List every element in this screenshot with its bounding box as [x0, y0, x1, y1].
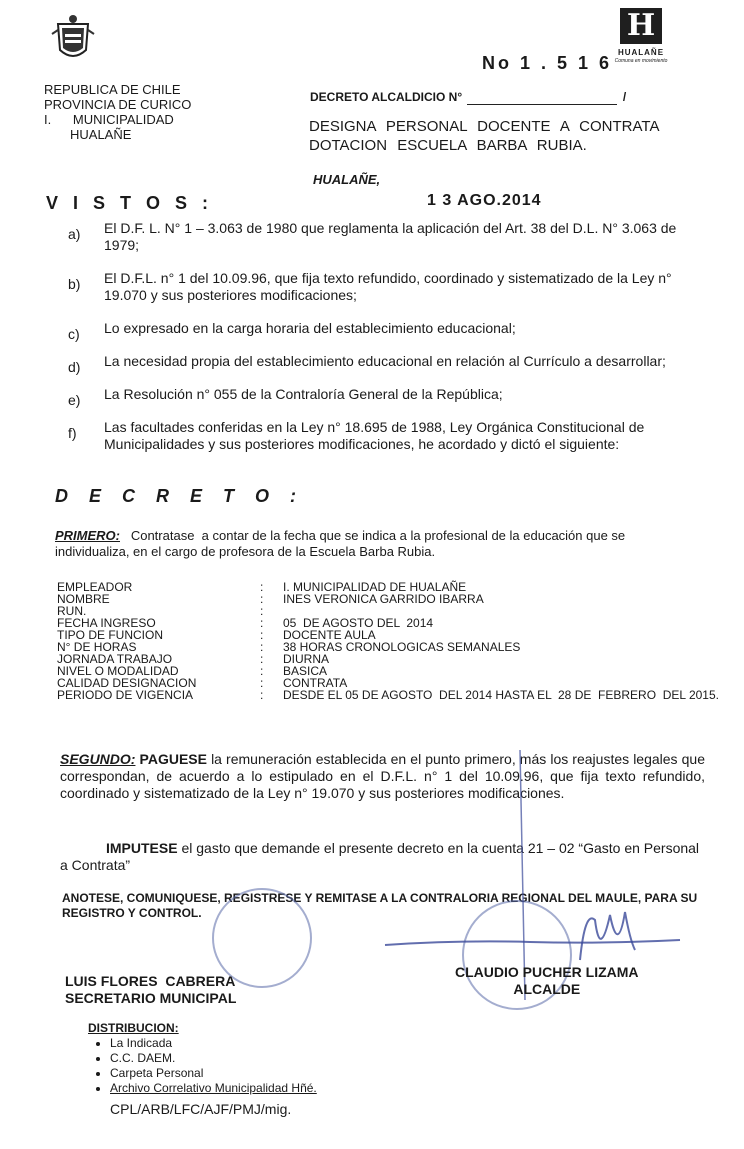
issuer-block [44, 82, 191, 142]
record-key: NIVEL O MODALIDAD [57, 664, 179, 678]
record-colon: : [260, 628, 264, 642]
date-stamp: 1 3 AGO.2014 [427, 192, 542, 209]
record-row [57, 604, 717, 616]
segundo-label: SEGUNDO: [60, 751, 136, 767]
decreto-heading: D E C R E T O : [55, 486, 305, 506]
mayor-title: ALCALDE [513, 981, 581, 997]
secretary-name: LUIS FLORES CABRERA [65, 973, 236, 989]
record-key: FECHA INGRESO [57, 616, 156, 630]
record-row [57, 580, 717, 592]
item-letter: c) [68, 326, 80, 342]
logo-letter: H [620, 8, 662, 44]
record-value: DIURNA [283, 652, 330, 666]
record-row [57, 616, 717, 628]
record-colon: : [260, 652, 264, 666]
decree-number: No 1 . 5 1 6 [482, 53, 613, 73]
record-row [57, 592, 717, 604]
item-text: El D.F.L. n° 1 del 10.09.96, que fija texto refundido, coordinado y sistematizado de la Ley n° 19.070 y sus posteriores modificaciones; [104, 270, 672, 303]
logo-name: HUALAÑE [617, 48, 665, 57]
vistos-item [64, 220, 704, 254]
item-letter: a) [68, 226, 81, 242]
logo-tagline: Comuna en movimiento [614, 58, 668, 64]
decree-subject: DESIGNA PERSONAL DOCENTE A CONTRATA DOTACION ESCUELA BARBA RUBIA. [309, 118, 659, 154]
record-row [57, 664, 717, 676]
record-value: CONTRATA [283, 676, 348, 690]
segundo-text: la remuneración establecida en el punto primero, más los reajustes legales que correspondan, de acuerdo a lo estipulado en el D.F.L. n° 1 del 10.09.96, que fija texto refundido, coordinado y sistematizado de la Ley n° 19.070 y sus posteriores modificaciones. [60, 751, 705, 801]
vistos-item [64, 270, 704, 304]
secretary-signature-block [65, 973, 236, 1007]
item-letter: f) [68, 425, 77, 441]
vistos-item [64, 320, 704, 342]
list-item: • Archivo Correlativo Municipalidad Hñé. [110, 1081, 317, 1096]
record-row [57, 628, 717, 640]
record-row [57, 688, 717, 700]
item-text: Lo expresado en la carga horaria del establecimiento educacional; [104, 320, 516, 336]
vistos-item [64, 419, 704, 453]
record-key: TIPO DE FUNCION [57, 628, 164, 642]
distribution-heading: DISTRIBUCION: [88, 1021, 179, 1035]
record-colon: : [260, 592, 264, 606]
record-colon: : [260, 640, 264, 654]
anotese-paragraph: ANOTESE, COMUNIQUESE, REGISTRESE Y REMITASE A LA CONTRALORIA REGIONAL DEL MAULE, PARA SU REGISTRO Y CONTROL. [62, 891, 698, 920]
item-text: Las facultades conferidas en la Ley n° 18.695 de 1988, Ley Orgánica Constitucional de Municipalidades y sus posteriores modificaciones, he acordado y dictó el siguiente: [104, 419, 645, 452]
imputese-text: el gasto que demande el presente decreto en la cuenta 21 – 02 “Gasto en Personal a Contrata” [60, 840, 700, 873]
distribution-block [88, 1021, 317, 1096]
record-colon: : [260, 664, 264, 678]
mayor-name: CLAUDIO PUCHER LIZAMA [455, 964, 639, 980]
segundo-bold: PAGUESE [139, 751, 207, 767]
imputese-bold: IMPUTESE [106, 840, 178, 856]
record-colon: : [260, 688, 264, 702]
record-key: CALIDAD DESIGNACION [57, 676, 197, 690]
decree-label: DECRETO ALCALDICIO N° [310, 90, 463, 104]
record-row [57, 652, 717, 664]
record-row [57, 676, 717, 688]
imputese-paragraph [60, 840, 705, 874]
primero-label: PRIMERO: [55, 528, 120, 543]
item-text: La necesidad propia del establecimiento educacional en relación al Currículo a desarrollar; [104, 353, 666, 369]
record-colon: : [260, 676, 264, 690]
item-letter: e) [68, 392, 81, 408]
record-key: RUN. [57, 604, 87, 618]
issuer-line: REPUBLICA DE CHILE [44, 82, 181, 97]
secretary-title: SECRETARIO MUNICIPAL [65, 990, 237, 1006]
record-colon: : [260, 616, 264, 630]
vistos-item [64, 386, 704, 408]
issuer-line: HUALAÑE [70, 127, 132, 142]
mayor-signature-block [455, 964, 639, 998]
initials-reference: CPL/ARB/LFC/AJF/PMJ/mig. [110, 1101, 292, 1117]
item-text: El D.F. L. N° 1 – 3.063 de 1980 que reglamenta la aplicación del Art. 38 del D.L. N° 3.063 de 1979; [104, 220, 677, 253]
record-key: N° DE HORAS [57, 640, 137, 654]
list-item: • C.C. DAEM. [110, 1051, 317, 1066]
decree-suffix: / [622, 90, 627, 104]
list-item: • Carpeta Personal [110, 1066, 317, 1081]
record-key: NOMBRE [57, 592, 110, 606]
vistos-heading: V I S T O S : [46, 193, 214, 213]
distribution-list [88, 1036, 317, 1096]
vistos-list [64, 220, 704, 469]
record-value: 05 DE AGOSTO DEL 2014 [283, 616, 434, 630]
item-letter: d) [68, 359, 81, 375]
issuer-line: I. MUNICIPALIDAD [44, 112, 174, 127]
decree-label-line [310, 90, 626, 105]
record-value: BASICA [283, 664, 328, 678]
record-key: EMPLEADOR [57, 580, 133, 594]
record-key: JORNADA TRABAJO [57, 652, 173, 666]
record-key: PERIODO DE VIGENCIA [57, 688, 194, 702]
primero-paragraph [55, 528, 700, 560]
list-item: • La Indicada [110, 1036, 317, 1051]
record-value: DOCENTE AULA [283, 628, 376, 642]
record-row [57, 640, 717, 652]
record-value: 38 HORAS CRONOLOGICAS SEMANALES [283, 640, 521, 654]
segundo-paragraph [60, 751, 705, 802]
item-text: La Resolución n° 055 de la Contraloría General de la República; [104, 386, 503, 402]
record-value: I. MUNICIPALIDAD DE HUALAÑE [283, 580, 467, 594]
record-colon: : [260, 580, 264, 594]
record-value: INES VERONICA GARRIDO IBARRA [283, 592, 484, 606]
decree-blank [467, 90, 617, 105]
employee-record [57, 580, 717, 700]
issuer-line: PROVINCIA DE CURICO [44, 97, 192, 112]
primero-text: Contratase a contar de la fecha que se indica a la profesional de la educación que se individualiza, en el cargo de profesora de la Escuela Barba Rubia. [55, 528, 629, 559]
hualane-logo [610, 8, 672, 64]
record-value: DESDE EL 05 DE AGOSTO DEL 2014 HASTA EL 28 DE FEBRERO DEL 2015. [283, 688, 719, 702]
republic-crest-icon [50, 14, 96, 64]
record-colon: : [260, 604, 264, 618]
place-label: HUALAÑE, [313, 172, 381, 187]
vistos-item [64, 353, 704, 375]
item-letter: b) [68, 276, 81, 292]
